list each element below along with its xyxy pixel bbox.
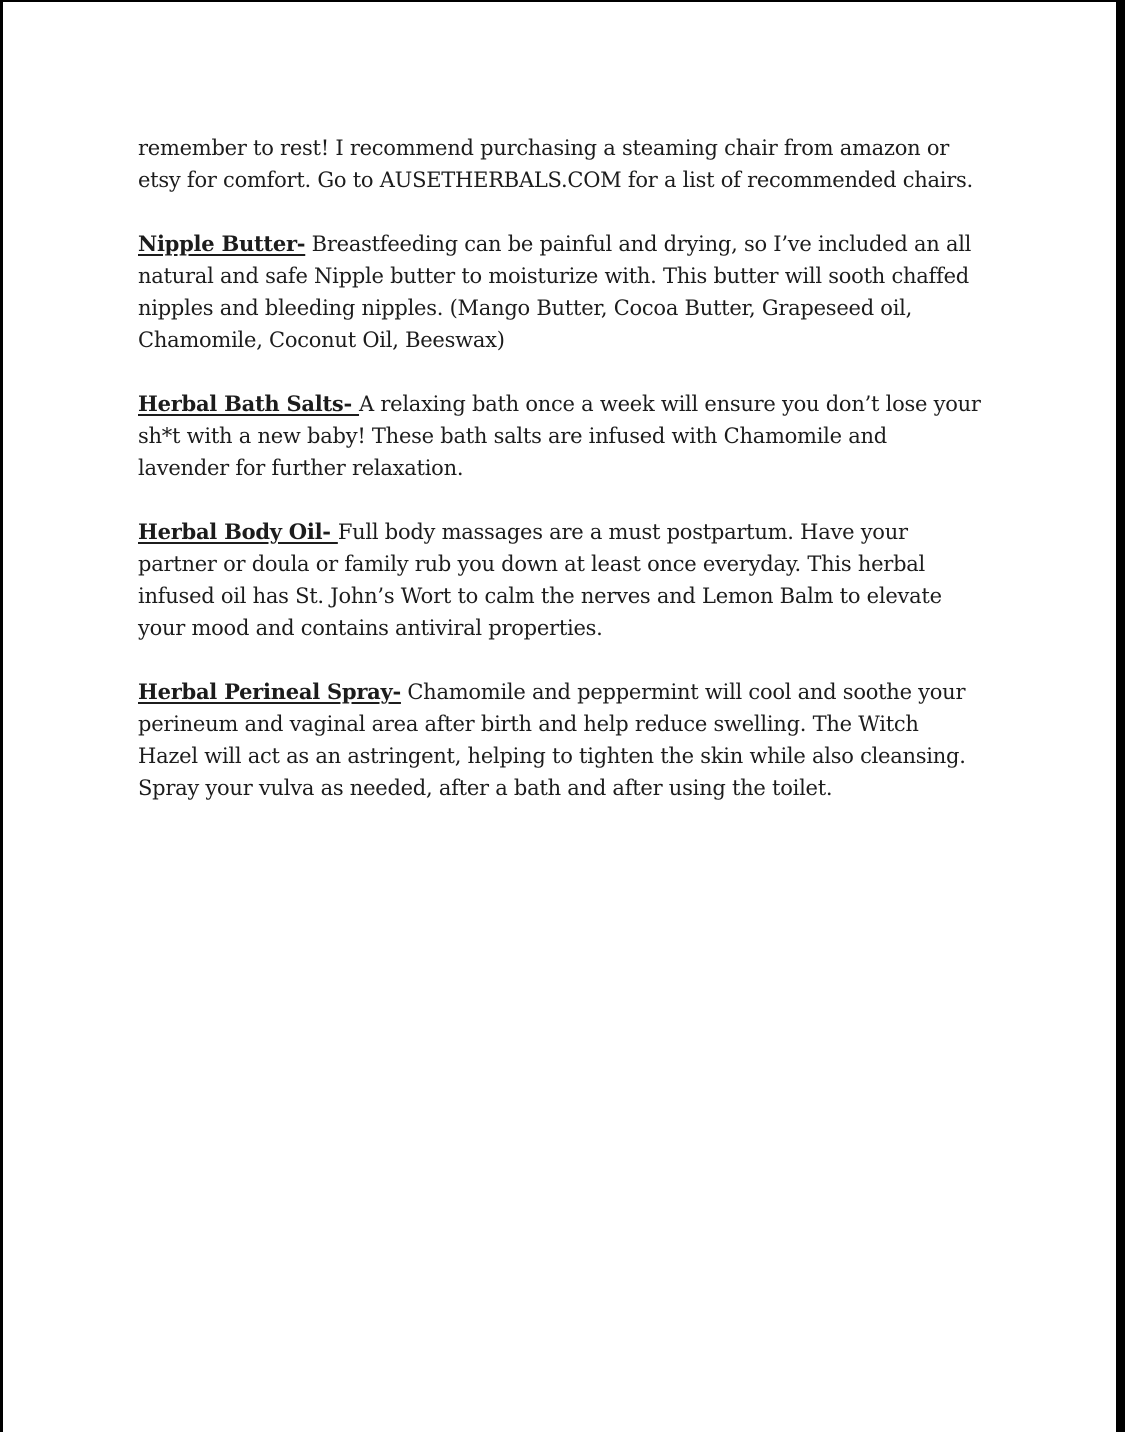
intro-paragraph: remember to rest! I recommend purchasing a steaming chair from amazon or etsy for comfort. Go to AUSETHERBALS.COM for a list of recommended chairs.: [138, 136, 973, 192]
section-herbal-body-oil: [138, 516, 981, 644]
section-body: Full body massages are a must postpartum. Have your partner or doula or family rub you down at least once everyday. This herbal infused oil has St. John’s Wort to calm the nerves and Lemon Balm to elevate your mood and contains antiviral properties.: [138, 520, 942, 640]
section-nipple-butter: [138, 228, 981, 356]
section-herbal-perineal-spray: [138, 676, 981, 804]
section-heading: Nipple Butter-: [138, 231, 306, 256]
section-herbal-bath-salts: [138, 388, 981, 484]
section-body: Breastfeeding can be painful and drying, so I’ve included an all natural and safe Nipple butter to moisturize with. This butter will sooth chaffed nipples and bleeding nipples. (Mango Butter, Cocoa Butter, Grapeseed oil, Chamomile, Coconut Oil, Beeswax): [138, 232, 972, 352]
section-heading: Herbal Body Oil-: [138, 519, 338, 544]
section-heading: Herbal Perineal Spray-: [138, 679, 401, 704]
section-body: Chamomile and peppermint will cool and soothe your perineum and vaginal area after birth and help reduce swelling. The Witch Hazel will act as an astringent, helping to tighten the skin while also cleansing. Spray your vulva as needed, after a bath and after using the toilet.: [138, 680, 966, 800]
section-body: A relaxing bath once a week will ensure you don’t lose your sh*t with a new baby! These bath salts are infused with Chamomile and lavender for further relaxation.: [138, 392, 981, 480]
section-heading: Herbal Bath Salts-: [138, 391, 360, 416]
document-page: [3, 2, 1116, 1432]
